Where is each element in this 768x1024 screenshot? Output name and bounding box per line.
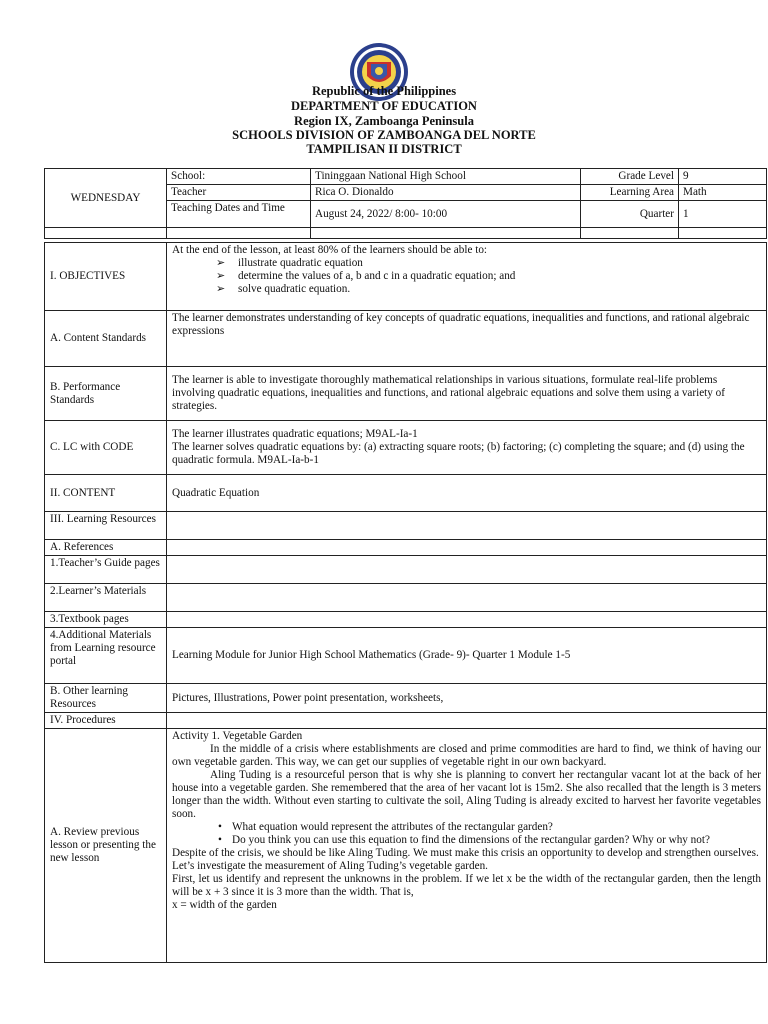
- objectives-cell: [167, 243, 767, 311]
- content-standards-text: The learner demonstrates understanding of key concepts of quadratic equations, inequalities and functions, and rational algebraic expressions: [167, 311, 767, 367]
- content-text: Quadratic Equation: [167, 475, 767, 512]
- area-value: Math: [679, 185, 767, 201]
- activity-title: Activity 1. Vegetable Garden: [172, 730, 303, 742]
- paragraph: First, let us identify and represent the unknowns in the problem. If we let x be the width of the rectangular garden, then the length will be x + 3 since it is 3 more than the width. That is,: [172, 873, 761, 898]
- area-label: Learning Area: [581, 185, 679, 201]
- additional-materials-label: 4.Additional Materials from Learning resource portal: [45, 628, 167, 684]
- objective-item: ➢ determine the values of a, b and c in a quadratic equation; and: [216, 270, 516, 282]
- header-region: Region IX, Zamboanga Peninsula: [294, 114, 474, 128]
- content-label: II. CONTENT: [45, 475, 167, 512]
- paragraph: Despite of the crisis, we should be like Aling Tuding. We must make this crisis an opportunity to develop and strengthen ourselves.: [172, 847, 759, 859]
- review-cell: [167, 729, 767, 963]
- header-department: DEPARTMENT OF EDUCATION: [291, 99, 477, 113]
- teachers-guide-label: 1.Teacher’s Guide pages: [45, 556, 167, 584]
- header-division: SCHOOLS DIVISION OF ZAMBOANGA DEL NORTE: [232, 128, 536, 142]
- school-value: Tininggaan National High School: [311, 169, 581, 185]
- teacher-label: Teacher: [167, 185, 311, 201]
- paragraph: Let’s investigate the measurement of Aling Tuding’s vegetable garden.: [172, 860, 488, 872]
- learners-materials-label: 2.Learner’s Materials: [45, 584, 167, 612]
- dates-value: August 24, 2022/ 8:00- 10:00: [311, 201, 581, 228]
- question-item: • Do you think you can use this equation to find the dimensions of the rectangular garden? Why or why not?: [218, 834, 710, 846]
- performance-standards-label: B. Performance Standards: [45, 367, 167, 421]
- paragraph: x = width of the garden: [172, 899, 277, 911]
- day-label: WEDNESDAY: [45, 169, 167, 228]
- school-label: School:: [167, 169, 311, 185]
- objective-item: ➢ solve quadratic equation.: [216, 283, 351, 295]
- header-district: TAMPILISAN II DISTRICT: [306, 142, 462, 156]
- paragraph: Aling Tuding is a resourceful person that is why she is planning to convert her rectangular vacant lot at the back of her house into a vegetable garden. She remembered that the area of her vacant lot is 15m2. She also recalled that the length is 3 meters longer than the width. Without even starting to cultivate the soil, Aling Tuding is already excited to harvest her favorite vegetables soon.: [172, 769, 761, 820]
- lc-label: C. LC with CODE: [45, 421, 167, 475]
- review-label: A. Review previous lesson or presenting the new lesson: [45, 729, 167, 963]
- teacher-value: Rica O. Dionaldo: [311, 185, 581, 201]
- objectives-intro: At the end of the lesson, at least 80% of the learners should be able to:: [172, 244, 488, 256]
- other-resources-text: Pictures, Illustrations, Power point presentation, worksheets,: [167, 684, 767, 713]
- paragraph: In the middle of a crisis where establishments are closed and prime commodities are hard to find, we think of having our own vegetable garden. This way, we can get our supplies of vegetable right in our own backyard.: [172, 743, 761, 768]
- question-item: • What equation would represent the attributes of the rectangular garden?: [218, 821, 553, 833]
- objectives-label: I. OBJECTIVES: [45, 243, 167, 311]
- objective-item: ➢ illustrate quadratic equation: [216, 257, 363, 269]
- quarter-label: Quarter: [581, 201, 679, 228]
- info-table: [44, 168, 767, 239]
- header-republic: Republic of the Philippines: [311, 84, 457, 98]
- references-label: A. References: [45, 540, 167, 556]
- learning-resources-label: III. Learning Resources: [45, 512, 167, 540]
- grade-value: 9: [679, 169, 767, 185]
- quarter-value: 1: [679, 201, 767, 228]
- lc-cell: [167, 421, 767, 475]
- lc-text-1: The learner illustrates quadratic equations; M9AL-Ia-1: [172, 428, 418, 440]
- lc-text-2: The learner solves quadratic equations by: (a) extracting square roots; (b) factoring; (c) completing the square; and (d) using the quadratic formula. M9AL-Ia-b-1: [172, 441, 745, 466]
- performance-standards-text: The learner is able to investigate thoroughly mathematical relationships in various situations, formulate real-life problems involving quadratic equations, inequalities and functions, and rational algebraic equations and solve them using a variety of strategies.: [167, 367, 767, 421]
- other-resources-label: B. Other learning Resources: [45, 684, 167, 713]
- additional-materials-text: Learning Module for Junior High School Mathematics (Grade- 9)- Quarter 1 Module 1-5: [167, 628, 767, 684]
- textbook-pages-label: 3.Textbook pages: [45, 612, 167, 628]
- content-standards-label: A. Content Standards: [45, 311, 167, 367]
- grade-label: Grade Level: [581, 169, 679, 185]
- procedures-label: IV. Procedures: [45, 713, 167, 729]
- lesson-plan-table: [44, 242, 767, 963]
- dates-label: Teaching Dates and Time: [167, 201, 311, 228]
